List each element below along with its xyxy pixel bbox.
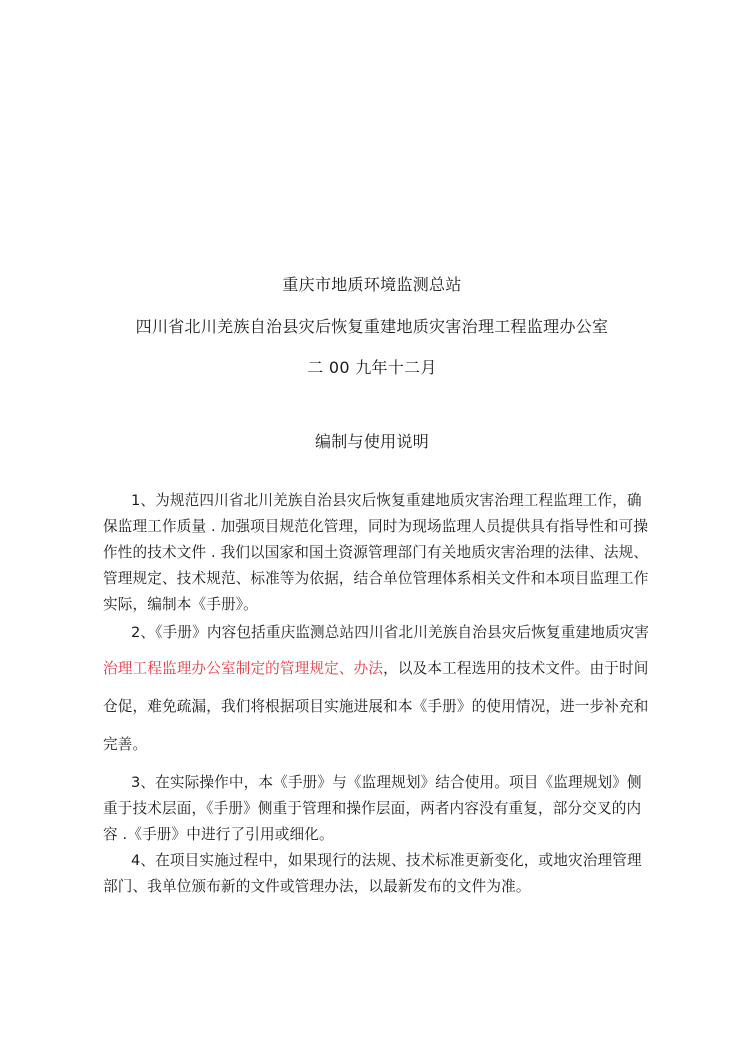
paragraph-line: 作性的技术文件 . 我们以国家和国土资源管理部门有关地质灾害治理的法律、法规、	[103, 544, 649, 561]
organization-name-2: 四川省北川羌族自治县灾后恢复重建地质灾害治理工程监理办公室	[135, 317, 609, 336]
paragraph-line: 实际，编制本《手册》。	[103, 596, 258, 613]
publication-date: 二 00 九年十二月	[307, 358, 437, 377]
section-title: 编制与使用说明	[314, 432, 430, 451]
organization-name-1: 重庆市地质环境监测总站	[282, 275, 462, 294]
paragraph-line: 重于技术层面，《手册》侧重于管理和操作层面，两者内容没有重复，部分交叉的内	[103, 800, 642, 817]
paragraph-line: 3、在实际操作中，本《手册》与《监理规划》结合使用。项目《监理规划》侧	[131, 774, 642, 791]
paragraph-line: 管理规定、技术规范、标准等为依据，结合单位管理体系相关文件和本项目监理工作	[103, 570, 649, 587]
highlighted-text: 治理工程监理办公室制定的管理规定、办法	[103, 660, 384, 677]
paragraph-line: 4、在项目实施过程中，如果现行的法规、技术标准更新变化，或地灾治理管理	[131, 852, 642, 869]
paragraph-line: 2、《手册》内容包括重庆监测总站四川省北川羌族自治县灾后恢复重建地质灾害	[131, 624, 650, 641]
paragraph-line: 容 .《手册》中进行了引用或细化。	[103, 826, 334, 843]
paragraph-line: 部门、我单位颁布新的文件或管理办法，以最新发布的文件为准。	[103, 878, 531, 895]
paragraph-line: 1、为规范四川省北川羌族自治县灾后恢复重建地质灾害治理工程监理工作，确	[131, 492, 642, 509]
paragraph-line: 仓促，难免疏漏，我们将根据项目实施进展和本《手册》的使用情况，进一步补充和	[103, 698, 649, 715]
paragraph-text: ，以及本工程选用的技术文件。由于时间	[383, 660, 649, 677]
paragraph-line	[103, 657, 663, 678]
paragraph-line: 保监理工作质量 . 加强项目规范化管理，同时为现场监理人员提供具有指导性和可操	[103, 518, 649, 535]
paragraph-line: 完善。	[103, 736, 148, 753]
